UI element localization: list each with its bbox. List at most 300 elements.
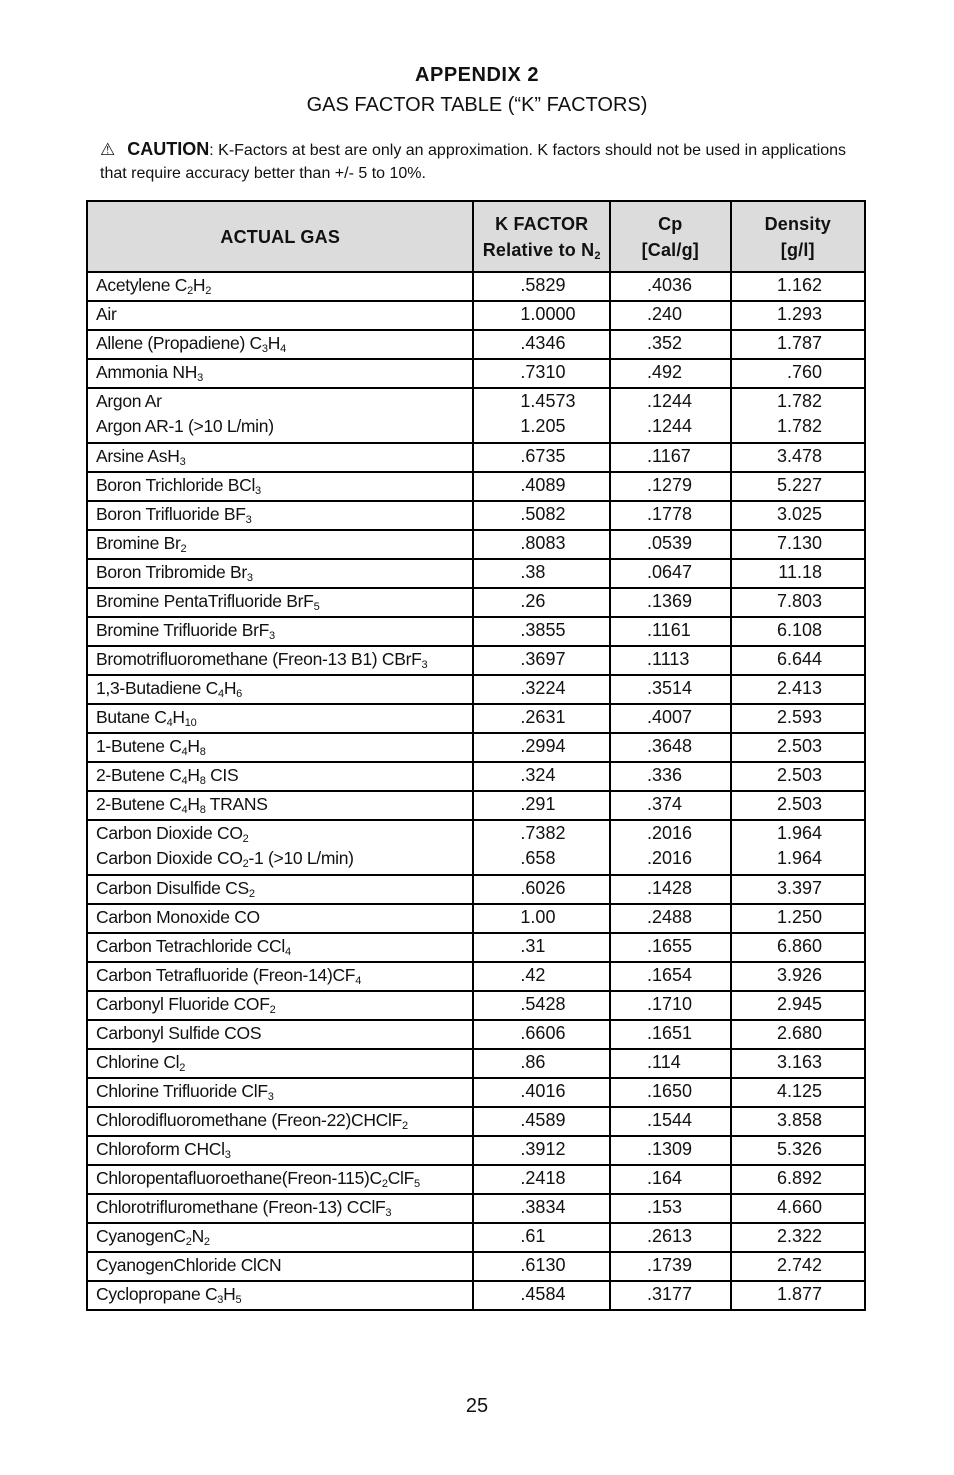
density-cell: [731, 1136, 865, 1165]
k-factor-cell: [473, 501, 610, 530]
cp-cell: [610, 762, 731, 791]
density-cell-value: 6.644: [776, 649, 822, 669]
gas-name-text: 2-Butene C: [96, 765, 182, 785]
cp-cell: [610, 443, 731, 472]
gas-name-subscript: 3: [217, 1294, 224, 1306]
density-cell-value: 3.926: [776, 965, 822, 985]
density-cell-value: 4.660: [776, 1197, 822, 1217]
k-factor-cell-value: .3224: [520, 678, 566, 698]
gas-name-text: Carbon Dioxide CO: [96, 823, 243, 843]
gas-name-subscript: 4: [355, 975, 362, 987]
density-cell: [731, 330, 865, 359]
table-row: [87, 359, 865, 388]
gas-name-subscript: 2: [401, 1120, 408, 1132]
k-factor-cell-value: .61: [520, 1226, 546, 1246]
cp-cell-value: .1739: [647, 1255, 693, 1275]
cp-cell: [610, 904, 731, 933]
header-k-factor-line2: Relative to N: [482, 239, 595, 260]
density-cell-value: 2.945: [776, 994, 822, 1014]
gas-name-subscript: 8: [199, 746, 206, 758]
cp-cell-value: .3648: [647, 736, 693, 756]
k-factor-cell: [473, 1078, 610, 1107]
gas-name-text: Bromine PentaTrifluoride BrF: [96, 591, 314, 611]
k-factor-cell: [473, 704, 610, 733]
gas-name-subscript: 3: [179, 456, 186, 468]
gas-name-subscript: 2: [205, 285, 212, 297]
k-factor-cell: [473, 875, 610, 904]
k-factor-cell-value: .31: [520, 936, 546, 956]
gas-name-subscript: 2: [248, 888, 255, 900]
table-row: [87, 675, 865, 704]
k-factor-cell-value: .3834: [520, 1197, 566, 1217]
density-cell-value: 4.125: [776, 1081, 822, 1101]
gas-name-subscript: 3: [269, 630, 275, 642]
cp-cell-value: .1651: [647, 1023, 693, 1043]
cp-cell-value: .153: [647, 1197, 683, 1217]
gas-name-cell: [87, 762, 473, 791]
density-cell: [731, 359, 865, 388]
gas-name-cell: [87, 588, 473, 617]
density-cell-value: 6.108: [776, 620, 822, 640]
gas-name-cell: [87, 962, 473, 991]
cp-cell: [610, 330, 731, 359]
k-factor-cell: [473, 272, 610, 301]
gas-name-text: Argon Ar: [96, 391, 162, 411]
density-cell: [731, 762, 865, 791]
k-factor-cell: [473, 646, 610, 675]
cp-cell: [610, 791, 731, 820]
cp-cell: [610, 991, 731, 1020]
k-factor-cell-value: 1.00: [520, 907, 556, 927]
density-cell-value: 2.742: [776, 1255, 822, 1275]
gas-name-text: Allene (Propadiene) C: [96, 333, 262, 353]
gas-name-text: Carbonyl Fluoride COF: [96, 994, 270, 1014]
gas-name-text: Boron Tribromide Br: [96, 562, 247, 582]
gas-name-text: Boron Trichloride BCl: [96, 475, 256, 495]
k-factor-cell-value: .8083: [520, 533, 566, 553]
gas-name-subscript: 3: [245, 514, 252, 526]
cp-cell: [610, 704, 731, 733]
cp-cell-value: .2016: [647, 848, 693, 868]
gas-name-subscript: 3: [261, 343, 268, 355]
density-cell: [731, 1107, 865, 1136]
gas-name-subscript: 3: [267, 1091, 274, 1103]
density-cell-value: 6.892: [776, 1168, 822, 1188]
gas-name-cell: [87, 1136, 473, 1165]
density-cell: [731, 472, 865, 501]
caution-label: CAUTION: [127, 139, 210, 159]
cp-cell-value: .336: [647, 765, 683, 785]
density-cell-value: 2.322: [776, 1226, 822, 1246]
density-cell: [731, 904, 865, 933]
table-row: [87, 1049, 865, 1078]
gas-name-subscript: 3: [246, 572, 253, 584]
table-row: [87, 646, 865, 675]
table-row: [87, 1223, 865, 1252]
k-factor-cell-value: .86: [520, 1052, 546, 1072]
k-factor-cell: [473, 1136, 610, 1165]
gas-name-text: Boron Trifluoride BF: [96, 504, 246, 524]
table-row: [87, 272, 865, 301]
density-cell-value: 2.503: [776, 794, 822, 814]
k-factor-cell: [473, 1020, 610, 1049]
k-factor-cell: [473, 791, 610, 820]
gas-name-cell: [87, 301, 473, 330]
k-factor-cell-value: .38: [520, 562, 546, 582]
gas-name-text: H: [187, 794, 200, 814]
k-factor-cell: [473, 933, 610, 962]
cp-cell: [610, 559, 731, 588]
cp-cell-value: .3514: [647, 678, 693, 698]
density-cell: [731, 501, 865, 530]
k-factor-cell-value: .2631: [520, 707, 566, 727]
table-row: [87, 588, 865, 617]
cp-cell-value: .374: [647, 794, 683, 814]
cp-cell-value: .4007: [647, 707, 693, 727]
density-cell: [731, 388, 865, 443]
k-factor-cell-value: .6735: [520, 446, 566, 466]
gas-name-cell: [87, 359, 473, 388]
density-cell: [731, 1078, 865, 1107]
k-factor-cell: [473, 962, 610, 991]
cp-cell-value: .1428: [647, 878, 693, 898]
gas-name-text: Chlorotrifluromethane (Freon-13) CClF: [96, 1197, 386, 1217]
cp-cell-value: .0539: [647, 533, 693, 553]
gas-name-subscript: 2: [381, 1178, 388, 1190]
gas-name-text: Carbon Disulfide CS: [96, 878, 249, 898]
density-cell: [731, 704, 865, 733]
density-cell: [731, 933, 865, 962]
k-factor-cell-value: .4346: [520, 333, 566, 353]
table-row: [87, 704, 865, 733]
gas-name-cell: [87, 675, 473, 704]
k-factor-cell: [473, 733, 610, 762]
density-cell: [731, 559, 865, 588]
table-row: [87, 733, 865, 762]
caution-text: : K-Factors at best are only an approximation. K factors should not be used in applications that require accuracy better than +/- 5 to 10%.: [100, 142, 847, 182]
density-cell: [731, 1194, 865, 1223]
density-cell-value: 2.503: [776, 736, 822, 756]
density-cell-value: 3.397: [776, 878, 822, 898]
gas-name-cell: [87, 991, 473, 1020]
table-row: [87, 1136, 865, 1165]
k-factor-cell-value: .7310: [520, 362, 566, 382]
density-cell-value: 3.858: [776, 1110, 822, 1130]
gas-name-cell: [87, 330, 473, 359]
cp-cell: [610, 875, 731, 904]
k-factor-cell: [473, 388, 610, 443]
k-factor-cell-value: .5082: [520, 504, 566, 524]
k-factor-cell-value: .324: [520, 765, 556, 785]
density-cell: [731, 530, 865, 559]
gas-name-text: H: [223, 1284, 236, 1304]
density-cell: [731, 1049, 865, 1078]
k-factor-cell-value: .6026: [520, 878, 566, 898]
cp-cell: [610, 1020, 731, 1049]
k-factor-cell: [473, 1165, 610, 1194]
gas-name-text: ClF: [387, 1168, 415, 1188]
cp-cell-value: .2488: [647, 907, 693, 927]
table-body: [87, 272, 865, 1310]
cp-cell: [610, 933, 731, 962]
gas-name-subscript: 4: [181, 804, 188, 816]
cp-cell: [610, 646, 731, 675]
gas-name-cell: [87, 933, 473, 962]
cp-cell: [610, 1078, 731, 1107]
cp-cell-value: .1279: [647, 475, 693, 495]
gas-name-cell: [87, 875, 473, 904]
table-row: [87, 933, 865, 962]
gas-name-cell: [87, 388, 473, 443]
gas-name-cell: [87, 501, 473, 530]
gas-name-text: CyanogenChloride ClCN: [96, 1255, 282, 1275]
gas-name-text: H: [267, 333, 281, 353]
density-cell-value: 2.593: [776, 707, 822, 727]
density-cell: [731, 820, 865, 875]
k-factor-cell-value: .42: [520, 965, 546, 985]
gas-name-text: Carbon Tetrafluoride (Freon-14)CF: [96, 965, 356, 985]
header-k-factor-line1: K FACTOR: [495, 213, 589, 234]
k-factor-cell-value: .6130: [520, 1255, 566, 1275]
gas-name-cell: [87, 733, 473, 762]
cp-cell-value: .1710: [647, 994, 693, 1014]
gas-name-text: Chlorodifluoromethane (Freon-22)CHClF: [96, 1110, 402, 1130]
table-row: [87, 991, 865, 1020]
density-cell-value: 1.782: [776, 416, 822, 436]
density-cell-value: .760: [786, 362, 822, 382]
k-factor-cell-value: .4089: [520, 475, 566, 495]
k-factor-cell-value: .2994: [520, 736, 566, 756]
k-factor-cell: [473, 1281, 610, 1310]
gas-name-text: Carbon Tetrachloride CCl: [96, 936, 285, 956]
cp-cell: [610, 1049, 731, 1078]
gas-name-subscript: 2: [180, 543, 187, 555]
gas-name-subscript: 8: [199, 775, 206, 787]
gas-name-cell: [87, 530, 473, 559]
density-cell-value: 1.293: [776, 304, 822, 324]
cp-cell: [610, 1281, 731, 1310]
table-row: [87, 559, 865, 588]
gas-name-cell: [87, 704, 473, 733]
density-cell: [731, 617, 865, 646]
gas-name-text: 2-Butene C: [96, 794, 182, 814]
table-row: [87, 301, 865, 330]
cp-cell: [610, 472, 731, 501]
cp-cell-value: .114: [647, 1052, 681, 1072]
cp-cell: [610, 820, 731, 875]
density-cell-value: 1.250: [776, 907, 822, 927]
cp-cell-value: .1544: [647, 1110, 693, 1130]
k-factor-cell: [473, 1223, 610, 1252]
table-row: [87, 1252, 865, 1281]
k-factor-cell-value: .7382: [520, 823, 566, 843]
cp-cell: [610, 272, 731, 301]
cp-cell-value: .240: [647, 304, 683, 324]
k-factor-cell-value: .3697: [520, 649, 566, 669]
gas-name-text: N: [191, 1226, 204, 1246]
cp-cell: [610, 359, 731, 388]
gas-name-subscript: 4: [217, 688, 224, 700]
density-cell-value: 7.130: [776, 533, 822, 553]
density-cell-value: 2.413: [776, 678, 822, 698]
gas-name-text: Ammonia NH: [96, 362, 198, 382]
table-header-row: [87, 201, 865, 272]
cp-cell-value: .1655: [647, 936, 693, 956]
density-cell-value: 7.803: [776, 591, 822, 611]
k-factor-cell-value: .291: [520, 794, 556, 814]
cp-cell: [610, 1107, 731, 1136]
gas-name-text: Chloropentafluoroethane(Freon-115)C: [96, 1168, 382, 1188]
k-factor-cell: [473, 762, 610, 791]
cp-cell-value: .2016: [647, 823, 693, 843]
table-row: [87, 875, 865, 904]
cp-cell-value: .4036: [647, 275, 693, 295]
cp-cell-value: .1778: [647, 504, 693, 524]
gas-name-text: H: [172, 707, 185, 727]
density-cell: [731, 675, 865, 704]
gas-name-text: 1,3-Butadiene C: [96, 678, 218, 698]
k-factor-cell-value: .4584: [520, 1284, 566, 1304]
cp-cell-value: .1654: [647, 965, 693, 985]
k-factor-cell: [473, 530, 610, 559]
header-k-factor: [473, 201, 610, 272]
k-factor-cell: [473, 1252, 610, 1281]
k-factor-cell-value: .658: [520, 848, 556, 868]
k-factor-cell: [473, 820, 610, 875]
cp-cell: [610, 1194, 731, 1223]
density-cell-value: 1.877: [776, 1284, 822, 1304]
cp-cell-value: .1369: [647, 591, 693, 611]
table-row: [87, 791, 865, 820]
density-cell-value: 11.18: [778, 562, 822, 582]
gas-name-subscript: 4: [284, 946, 291, 958]
gas-name-text: Chlorine Trifluoride ClF: [96, 1081, 268, 1101]
gas-name-subscript: 2: [269, 1004, 276, 1016]
k-factor-cell: [473, 472, 610, 501]
table-row: [87, 617, 865, 646]
gas-name-subscript: 4: [280, 343, 286, 355]
table-row: [87, 1107, 865, 1136]
header-actual-gas: ACTUAL GAS: [87, 201, 473, 272]
density-cell: [731, 1223, 865, 1252]
density-cell-value: 1.782: [776, 391, 822, 411]
density-cell-value: 2.503: [776, 765, 822, 785]
cp-cell-value: .1650: [647, 1081, 693, 1101]
gas-name-subscript: 5: [235, 1294, 242, 1306]
cp-cell: [610, 588, 731, 617]
gas-name-subscript: 3: [421, 659, 428, 671]
cp-cell-value: .1244: [647, 416, 693, 436]
density-cell-value: 1.964: [776, 848, 822, 868]
gas-name-subscript: 4: [181, 775, 188, 787]
cp-cell: [610, 617, 731, 646]
density-cell-value: 2.680: [776, 1023, 822, 1043]
k-factor-cell-value: .3912: [520, 1139, 566, 1159]
k-factor-cell-value: .2418: [520, 1168, 566, 1188]
table-row: [87, 1281, 865, 1310]
k-factor-cell-value: .5428: [520, 994, 566, 1014]
gas-name-text: H: [187, 736, 200, 756]
page-number: 25: [465, 1395, 489, 1417]
k-factor-cell: [473, 617, 610, 646]
appendix-title: APPENDIX 2: [415, 64, 539, 86]
table-row: [87, 501, 865, 530]
gas-name-cell: [87, 1049, 473, 1078]
gas-name-text: Butane C: [96, 707, 167, 727]
density-cell: [731, 588, 865, 617]
gas-name-subscript: 10: [184, 717, 197, 729]
gas-name-subscript: 2: [185, 1236, 192, 1248]
density-cell: [731, 791, 865, 820]
k-factor-cell-value: .4016: [520, 1081, 566, 1101]
cp-cell: [610, 733, 731, 762]
cp-cell-value: .352: [647, 333, 683, 353]
cp-cell-value: .1244: [647, 391, 693, 411]
gas-name-subscript: 3: [385, 1207, 392, 1219]
cp-cell: [610, 675, 731, 704]
density-cell: [731, 962, 865, 991]
gas-name-text: Bromotrifluoromethane (Freon-13 B1) CBrF: [96, 649, 422, 669]
k-factor-cell: [473, 904, 610, 933]
gas-name-subscript: 2: [242, 833, 249, 845]
k-factor-cell: [473, 588, 610, 617]
gas-name-cell: [87, 1107, 473, 1136]
gas-name-subscript: 2: [203, 1236, 210, 1248]
k-factor-cell-value: 1.0000: [520, 304, 576, 324]
density-cell: [731, 1020, 865, 1049]
density-cell: [731, 646, 865, 675]
gas-factor-table: [86, 200, 866, 1311]
k-factor-cell: [473, 675, 610, 704]
gas-name-cell: [87, 617, 473, 646]
density-cell: [731, 1252, 865, 1281]
gas-name-subscript: 3: [255, 485, 261, 497]
gas-name-subscript: 4: [166, 717, 173, 729]
density-cell: [731, 272, 865, 301]
gas-name-cell: [87, 559, 473, 588]
header-cp-line1: Cp: [658, 213, 683, 234]
cp-cell-value: .1161: [647, 620, 691, 640]
density-cell: [731, 733, 865, 762]
header-density-line1: Density: [764, 213, 831, 234]
gas-name-text: Cyclopropane C: [96, 1284, 218, 1304]
k-factor-cell-value: 1.205: [520, 416, 566, 436]
k-factor-cell-value: 1.4573: [520, 391, 576, 411]
cp-cell: [610, 501, 731, 530]
gas-name-text: Bromine Br: [96, 533, 181, 553]
warning-triangle-icon: ⚠: [100, 140, 116, 159]
k-factor-cell: [473, 443, 610, 472]
k-factor-cell: [473, 1194, 610, 1223]
gas-name-subscript: 6: [236, 688, 242, 700]
header-cp-line2: [Cal/g]: [641, 239, 699, 260]
density-cell: [731, 875, 865, 904]
density-cell-value: 1.162: [776, 275, 822, 295]
caution-note: [100, 138, 870, 185]
cp-cell: [610, 1136, 731, 1165]
density-cell: [731, 991, 865, 1020]
header-density-line2: [g/l]: [780, 239, 815, 260]
density-cell: [731, 1165, 865, 1194]
gas-name-cell: [87, 1165, 473, 1194]
k-factor-cell-value: .26: [520, 591, 546, 611]
cp-cell-value: .3177: [647, 1284, 693, 1304]
density-cell-value: 3.478: [776, 446, 822, 466]
density-cell: [731, 301, 865, 330]
gas-name-text: TRANS: [205, 794, 268, 814]
k-factor-cell-value: .3855: [520, 620, 566, 640]
cp-cell: [610, 1223, 731, 1252]
